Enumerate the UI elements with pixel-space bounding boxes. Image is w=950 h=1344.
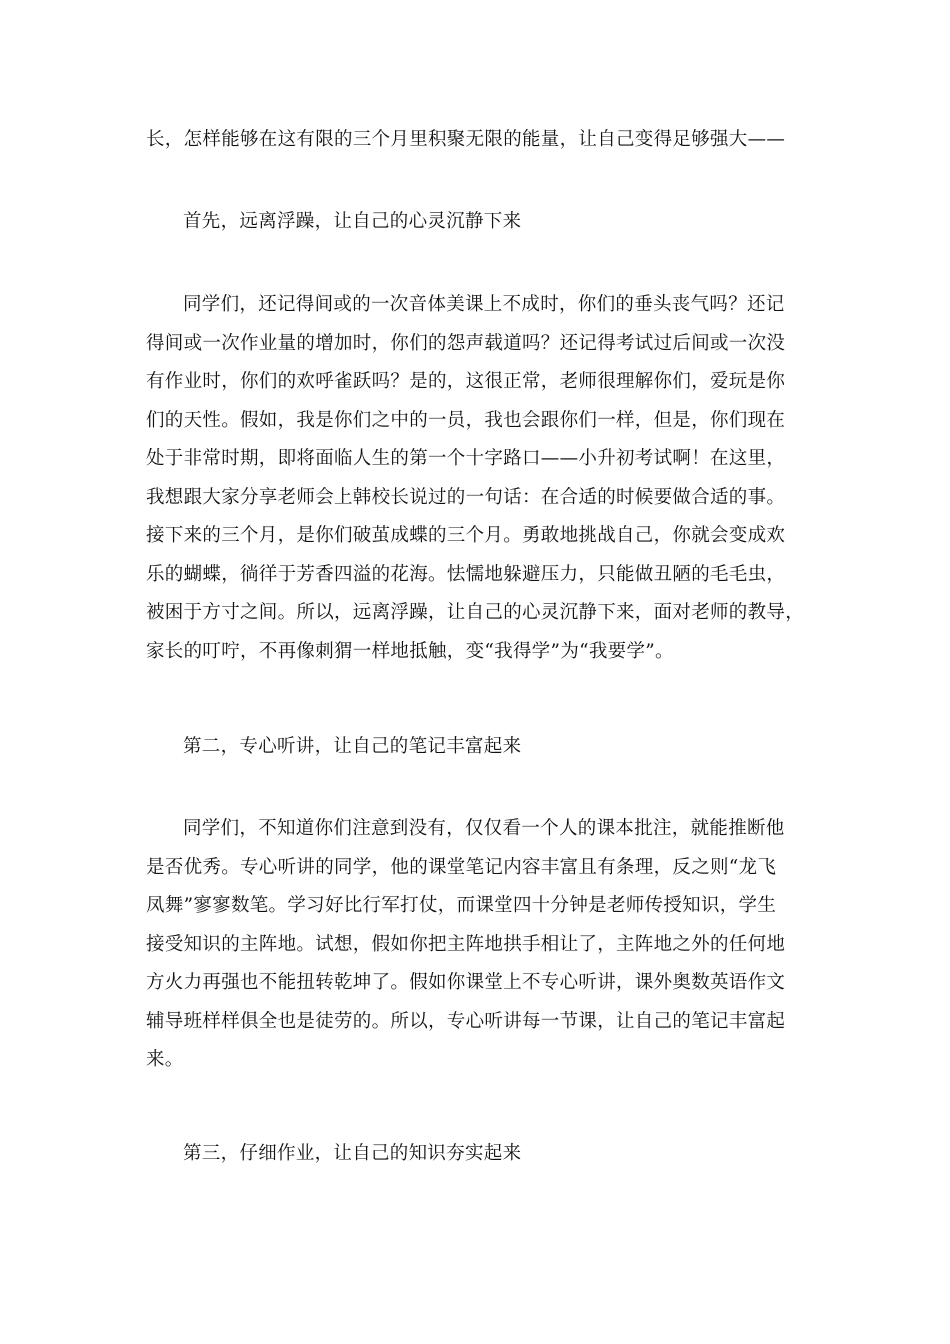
text-line: 接下来的三个月，是你们破茧成蝶的三个月。勇敢地挑战自己，你就会变成欢 (146, 525, 786, 546)
text-line: 同学们，还记得间或的一次音体美课上不成时，你们的垂头丧气吗？还记 (183, 294, 785, 315)
text-line: 凤舞”寥寥数笔。学习好比行军打仗，而课堂四十分钟是老师传授知识，学生 (146, 895, 777, 916)
section-heading-first (146, 203, 806, 242)
text-line: 们的天性。假如，我是你们之中的一员，我也会跟你们一样，但是，你们现在 (146, 409, 786, 431)
intro-continuation-paragraph (146, 121, 806, 160)
text-line: 家长的叮咛，不再像刺猬一样地抵触，变“我得学”为“我要学”。 (146, 640, 674, 662)
text-line: 第三，仔细作业，让自己的知识夯实起来 (183, 1143, 522, 1164)
text-line: 长，怎样能够在这有限的三个月里积聚无限的能量，让自己变得足够强大—— (146, 129, 786, 150)
text-line: 处于非常时期，即将面临人生的第一个十字路口——小升初考试啊！在这里， (146, 448, 786, 469)
text-line: 是否优秀。专心听讲的同学，他的课堂笔记内容丰富且有条理，反之则“龙飞 (146, 856, 777, 878)
section-heading-third (146, 1135, 806, 1174)
text-line: 辅导班样样俱全也是徒劳的。所以，专心听讲每一节课，让自己的笔记丰富起 (146, 1010, 786, 1032)
text-line: 有作业时，你们的欢呼雀跃吗？是的，这很正常，老师很理解你们，爱玩是你 (146, 371, 786, 392)
text-line: 乐的蝴蝶，徜徉于芳香四溢的花海。怯懦地躲避压力，只能做丑陋的毛毛虫， (146, 563, 786, 585)
text-line: 来。 (146, 1049, 184, 1070)
section-body-first (146, 286, 806, 671)
section-body-second (146, 810, 806, 1080)
text-line: 同学们，不知道你们注意到没有，仅仅看一个人的课本批注，就能推断他 (183, 818, 785, 839)
section-heading-second (146, 728, 806, 767)
text-line: 被困于方寸之间。所以，远离浮躁，让自己的心灵沉静下来，面对老师的教导， (146, 602, 805, 623)
text-line: 接受知识的主阵地。试想，假如你把主阵地拱手相让了，主阵地之外的任何地 (146, 933, 786, 955)
text-line: 首先，远离浮躁，让自己的心灵沉静下来 (183, 211, 522, 232)
text-line: 方火力再强也不能扭转乾坤了。假如你课堂上不专心听讲，课外奥数英语作文 (146, 972, 786, 993)
text-line: 得间或一次作业量的增加时，你们的怨声载道吗？还记得考试过后间或一次没 (146, 332, 786, 354)
text-line: 第二，专心听讲，让自己的笔记丰富起来 (183, 736, 522, 757)
text-line: 我想跟大家分享老师会上韩校长说过的一句话：在合适的时候要做合适的事。 (146, 486, 786, 508)
